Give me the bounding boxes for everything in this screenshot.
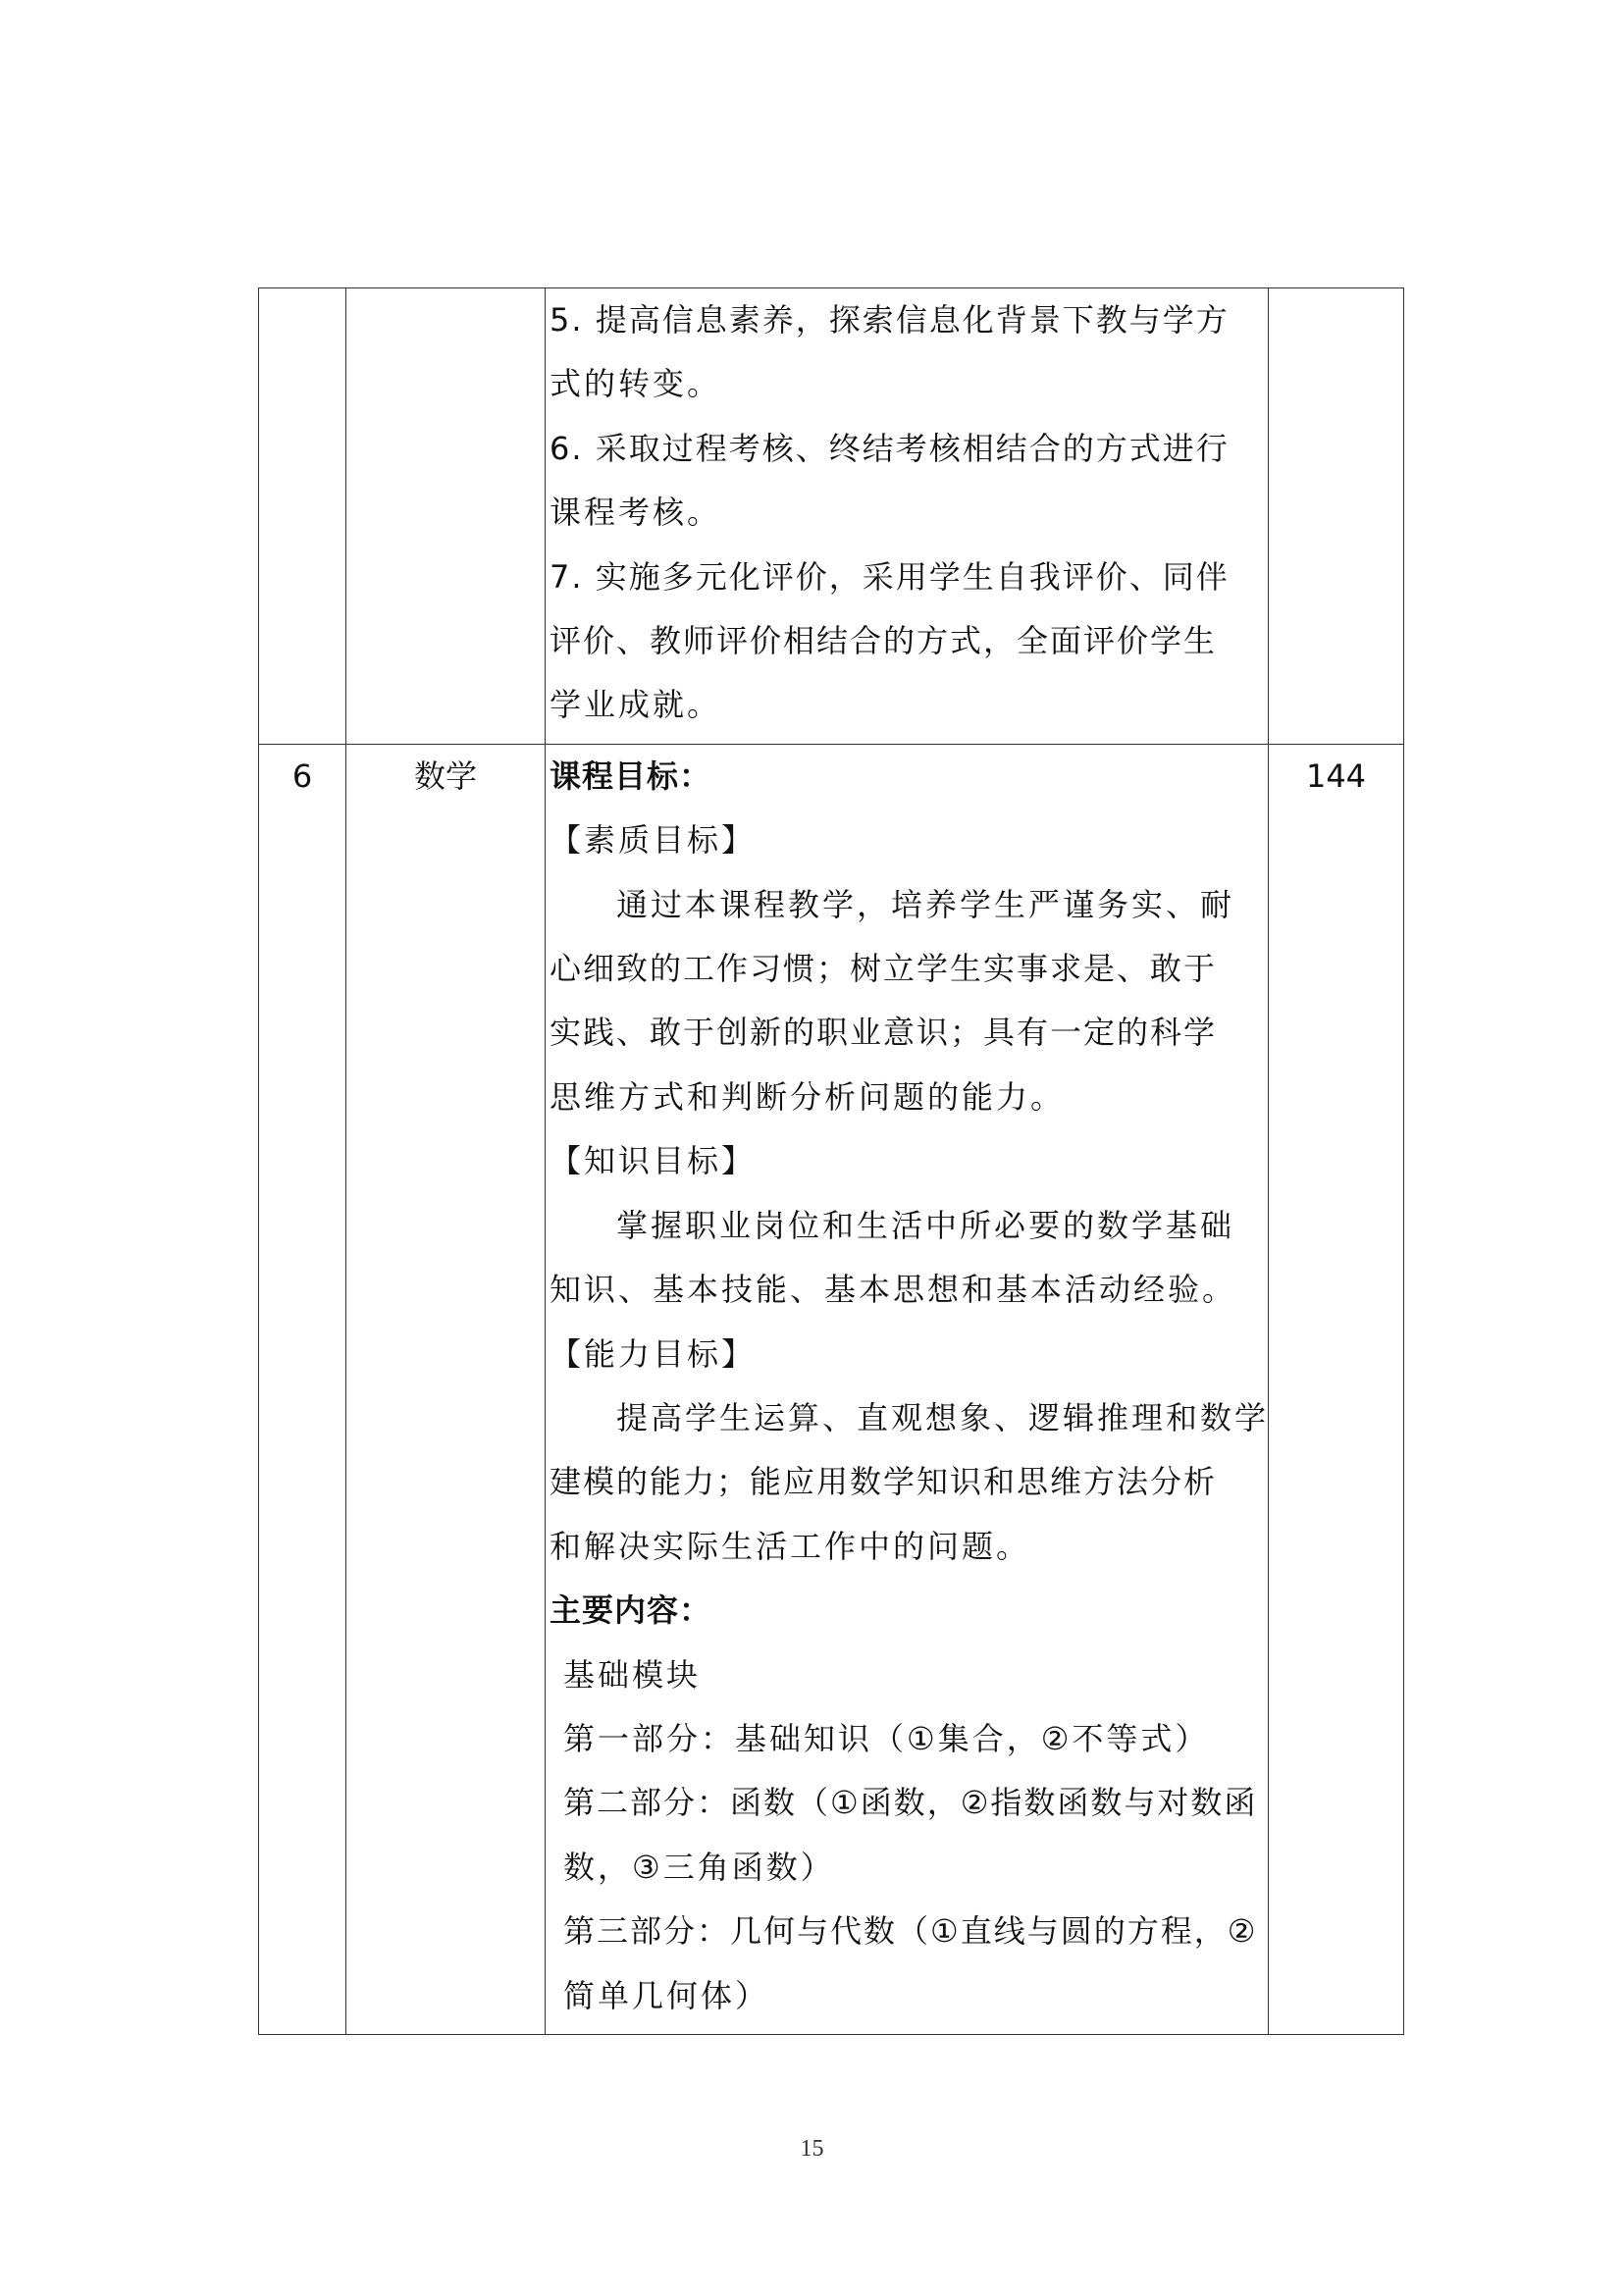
content-line: 5. 提高信息素养，探索信息化背景下教与学方	[550, 301, 1230, 339]
content-line: 第二部分：函数（①函数，②指数函数与对数函	[563, 1784, 1258, 1822]
table-row-math	[259, 744, 1404, 2034]
content-line: 评价、教师评价相结合的方式，全面评价学生	[550, 622, 1218, 660]
content-cell-continued	[546, 288, 1269, 745]
content-cell-math	[546, 744, 1269, 2034]
content-line: 基础模块	[563, 1655, 702, 1694]
content-line: 数，③三角函数）	[563, 1848, 835, 1886]
course-name: 数学	[346, 744, 546, 2034]
content-line: 通过本课程教学，培养学生严谨务实、耐	[616, 885, 1235, 923]
knowledge-heading: 【知识目标】	[550, 1142, 757, 1180]
page-number: 15	[800, 2136, 824, 2162]
content-line: 掌握职业岗位和生活中所必要的数学基础	[616, 1206, 1235, 1244]
content-line: 思维方式和判断分析问题的能力。	[550, 1077, 1066, 1116]
table-row-continued	[259, 288, 1404, 745]
content-line: 简单几何体）	[563, 1976, 770, 2014]
content-line: 式的转变。	[550, 365, 722, 403]
course-table	[258, 287, 1404, 2035]
content-line: 6. 采取过程考核、终结考核相结合的方式进行	[550, 429, 1230, 467]
goals-heading: 课程目标：	[550, 756, 712, 795]
course-hours: 144	[1269, 744, 1404, 2034]
content-line: 7. 实施多元化评价，采用学生自我评价、同伴	[550, 557, 1230, 596]
hours-cell-empty	[1269, 288, 1404, 745]
quality-heading: 【素质目标】	[550, 821, 757, 860]
row-index: 6	[259, 744, 346, 2034]
content-line: 知识、基本技能、基本思想和基本活动经验。	[550, 1271, 1237, 1309]
content-line: 建模的能力；能应用数学知识和思维方法分析	[550, 1463, 1218, 1501]
content-line: 心细致的工作习惯；树立学生实事求是、敢于	[550, 950, 1218, 988]
name-cell-empty	[346, 288, 546, 745]
index-cell-empty	[259, 288, 346, 745]
content-line: 第三部分：几何与代数（①直线与圆的方程，②	[563, 1912, 1258, 1951]
content-line: 学业成就。	[550, 686, 722, 724]
content-line: 提高学生运算、直观想象、逻辑推理和数学	[616, 1398, 1270, 1436]
content-line: 第一部分：基础知识（①集合，②不等式）	[563, 1719, 1210, 1757]
content-line: 和解决实际生活工作中的问题。	[550, 1527, 1031, 1565]
ability-heading: 【能力目标】	[550, 1334, 757, 1373]
content-line: 课程考核。	[550, 494, 722, 532]
content-line: 实践、敢于创新的职业意识；具有一定的科学	[550, 1014, 1218, 1052]
content-heading: 主要内容：	[550, 1591, 712, 1630]
